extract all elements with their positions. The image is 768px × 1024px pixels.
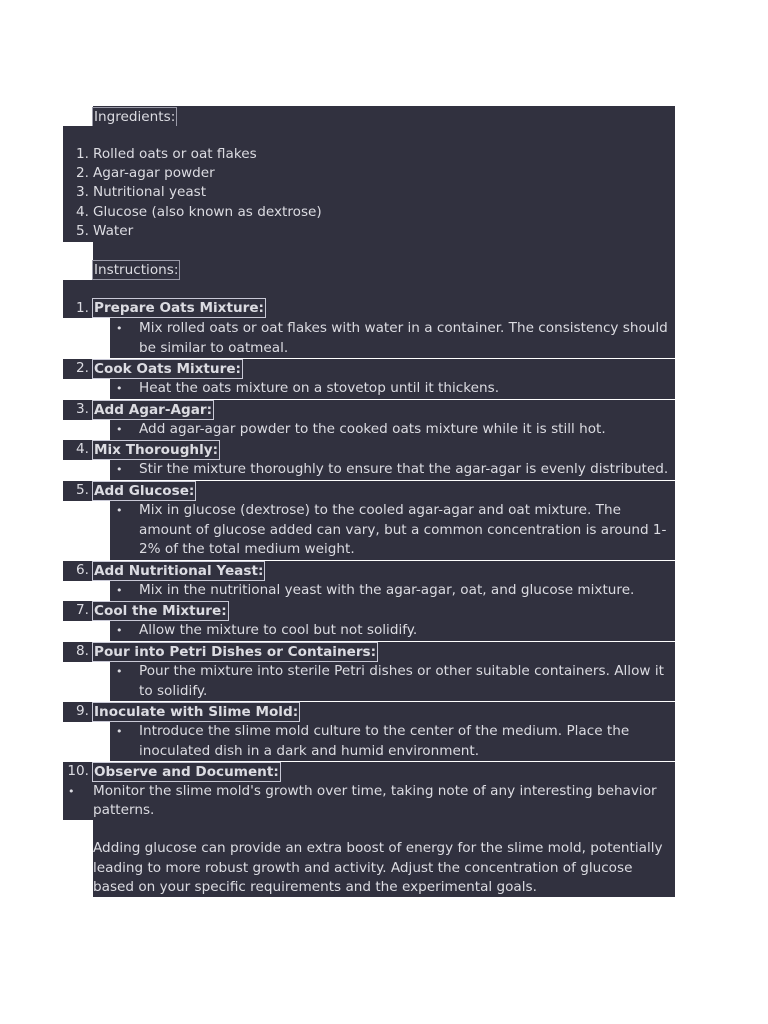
step-number: 3. bbox=[76, 401, 89, 417]
list-item: Rolled oats or oat flakes bbox=[93, 146, 257, 162]
step-title: Add Agar-Agar: bbox=[94, 402, 213, 418]
list-item-number: 1. bbox=[76, 146, 89, 162]
spacer-bar bbox=[63, 280, 675, 298]
step-number: 1. bbox=[76, 300, 89, 316]
step-number: 6. bbox=[76, 562, 89, 578]
spacer-bar bbox=[93, 242, 675, 260]
step-number: 10. bbox=[67, 763, 89, 779]
step-title: Cool the Mixture: bbox=[94, 603, 227, 619]
step-number: 2. bbox=[76, 360, 89, 376]
instructions-title: Instructions: bbox=[94, 262, 179, 278]
list-item: Nutritional yeast bbox=[93, 184, 207, 200]
list-item: Agar-agar powder bbox=[93, 165, 215, 181]
step-detail-line: patterns. bbox=[93, 802, 155, 818]
note-line: Adding glucose can provide an extra boost of energy for the slime mold, potentially bbox=[93, 840, 663, 856]
step-number: 7. bbox=[76, 602, 89, 618]
step-title: Add Nutritional Yeast: bbox=[94, 563, 264, 579]
step-detail-line: to solidify. bbox=[139, 683, 208, 699]
list-item-number: 5. bbox=[76, 223, 89, 239]
step-title: Observe and Document: bbox=[94, 764, 279, 780]
step-title: Prepare Oats Mixture: bbox=[94, 300, 264, 316]
bullet-icon: • bbox=[68, 785, 75, 798]
step-title: Mix Thoroughly: bbox=[94, 442, 219, 458]
step-detail-line: Mix rolled oats or oat flakes with water in a container. The consistency should bbox=[139, 320, 668, 336]
bullet-icon: • bbox=[116, 504, 123, 517]
step-number: 9. bbox=[76, 703, 89, 719]
note-line: leading to more robust growth and activity. Adjust the concentration of glucose bbox=[93, 860, 633, 876]
ingredients-title-bar bbox=[93, 106, 675, 126]
step-detail-line: Allow the mixture to cool but not solidify. bbox=[139, 622, 418, 638]
spacer-bar bbox=[93, 820, 675, 838]
bullet-icon: • bbox=[116, 463, 123, 476]
list-item-number: 3. bbox=[76, 184, 89, 200]
bullet-icon: • bbox=[116, 624, 123, 637]
list-item-number: 2. bbox=[76, 165, 89, 181]
step-title: Cook Oats Mixture: bbox=[94, 361, 241, 377]
step-title: Add Glucose: bbox=[94, 483, 195, 499]
spacer-bar bbox=[63, 126, 675, 145]
bullet-icon: • bbox=[116, 725, 123, 738]
step-detail-line: Add agar-agar powder to the cooked oats mixture while it is still hot. bbox=[139, 421, 606, 437]
step-detail-line: Monitor the slime mold's growth over time, taking note of any interesting behavior bbox=[93, 783, 657, 799]
step-detail-line: Stir the mixture thoroughly to ensure that the agar-agar is evenly distributed. bbox=[139, 461, 669, 477]
list-item: Glucose (also known as dextrose) bbox=[93, 204, 322, 220]
step-number: 4. bbox=[76, 441, 89, 457]
bullet-icon: • bbox=[116, 382, 123, 395]
bullet-icon: • bbox=[116, 322, 123, 335]
note-line: based on your specific requirements and the experimental goals. bbox=[93, 879, 537, 895]
step-detail-line: Heat the oats mixture on a stovetop until it thickens. bbox=[139, 380, 500, 396]
step-detail-line: Introduce the slime mold culture to the center of the medium. Place the bbox=[139, 723, 630, 739]
step-title: Pour into Petri Dishes or Containers: bbox=[94, 644, 377, 660]
bullet-icon: • bbox=[116, 665, 123, 678]
step-detail-line: Pour the mixture into sterile Petri dishes or other suitable containers. Allow it bbox=[139, 663, 664, 679]
step-detail-line: inoculated dish in a dark and humid environment. bbox=[139, 743, 480, 759]
ingredients-title: Ingredients: bbox=[94, 109, 176, 125]
bullet-icon: • bbox=[116, 423, 123, 436]
step-detail-line: amount of glucose added can vary, but a common concentration is around 1- bbox=[139, 522, 667, 538]
step-detail-line: Mix in the nutritional yeast with the agar-agar, oat, and glucose mixture. bbox=[139, 582, 635, 598]
step-detail-line: be similar to oatmeal. bbox=[139, 340, 289, 356]
step-number: 5. bbox=[76, 482, 89, 498]
step-number: 8. bbox=[76, 643, 89, 659]
step-title: Inoculate with Slime Mold: bbox=[94, 704, 299, 720]
list-item-number: 4. bbox=[76, 204, 89, 220]
step-detail-line: Mix in glucose (dextrose) to the cooled agar-agar and oat mixture. The bbox=[139, 502, 621, 518]
bullet-icon: • bbox=[116, 584, 123, 597]
step-detail-line: 2% of the total medium weight. bbox=[139, 541, 355, 557]
list-item: Water bbox=[93, 223, 134, 239]
